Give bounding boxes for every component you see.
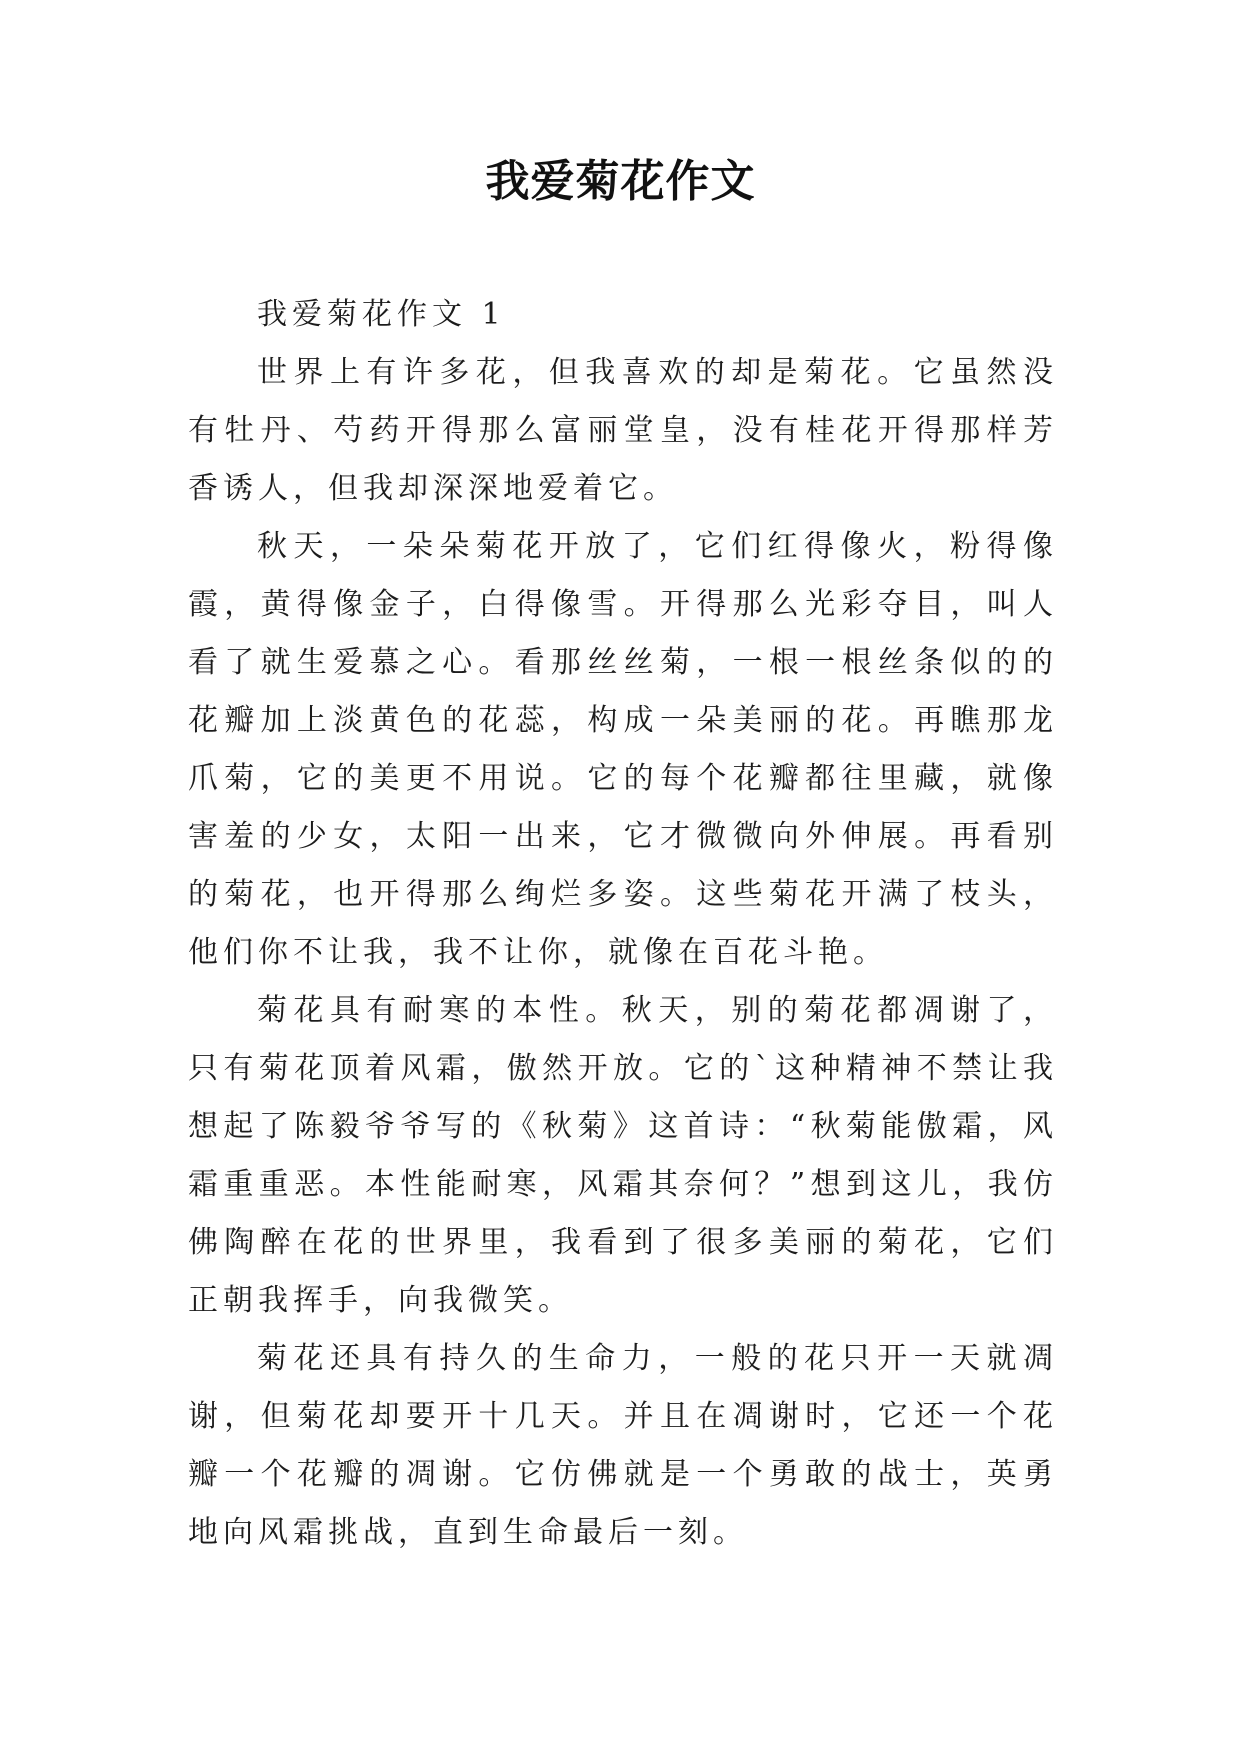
paragraph-4: 菊花还具有持久的生命力，一般的花只开一天就凋谢，但菊花却要开十几天。并且在凋谢时，它还一个花瓣一个花瓣的凋谢。它仿佛就是一个勇敢的战士，英勇地向风霜挑战，直到生命最后一刻。 xyxy=(188,1341,1058,1550)
paragraph-1: 世界上有许多花，但我喜欢的却是菊花。它虽然没有牡丹、芍药开得那么富丽堂皇，没有桂花开得那样芳香诱人，但我却深深地爱着它。 xyxy=(188,355,1058,506)
paragraph-2: 秋天，一朵朵菊花开放了，它们红得像火，粉得像霞，黄得像金子，白得像雪。开得那么光彩夺目，叫人看了就生爱慕之心。看那丝丝菊，一根一根丝条似的的花瓣加上淡黄色的花蕊，构成一朵美丽的花。再瞧那龙爪菊，它的美更不用说。它的每个花瓣都往里藏，就像害羞的少女，太阳一出来，它才微微向外伸展。再看别的菊花，也开得那么绚烂多姿。这些菊花开满了枝头，他们你不让我，我不让你，就像在百花斗艳。 xyxy=(188,529,1058,970)
document-title: 我爱菊花作文 xyxy=(485,156,756,207)
document-body xyxy=(188,286,1058,1562)
paragraph-3: 菊花具有耐寒的本性。秋天，别的菊花都凋谢了，只有菊花顶着风霜，傲然开放。它的`这种精神不禁让我想起了陈毅爷爷写的《秋菊》这首诗：“秋菊能傲霜，风霜重重恶。本性能耐寒，风霜其奈何？”想到这儿，我仿佛陶醉在花的世界里，我看到了很多美丽的菊花，它们正朝我挥手，向我微笑。 xyxy=(188,993,1058,1318)
essay-subtitle: 我爱菊花作文 1 xyxy=(257,297,506,332)
